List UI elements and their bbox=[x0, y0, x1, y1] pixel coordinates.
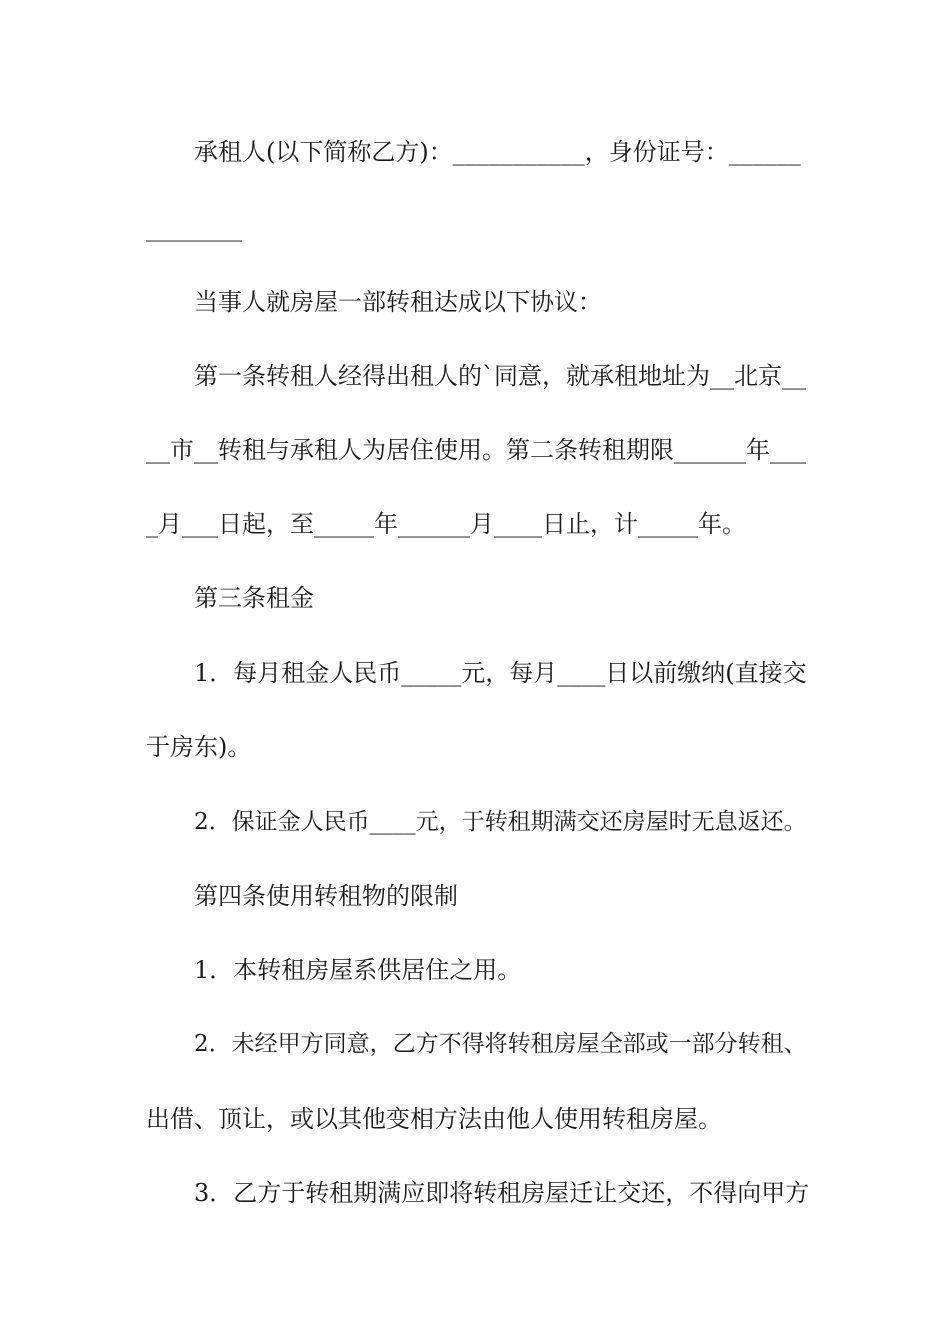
tenant-line: 承租人(以下简称乙方)：___________，身份证号：______ bbox=[194, 138, 801, 166]
article-4-heading: 第四条使用转租物的限制 bbox=[194, 882, 458, 910]
deposit-clause: 2．保证金人民币____元，于转租期满交还房屋时无息返还。 bbox=[194, 809, 807, 835]
id-number-continuation: ________ bbox=[146, 214, 242, 242]
rent-clause-line-1: 1．每月租金人民币_____元，每月____日以前缴纳(直接交 bbox=[194, 659, 807, 687]
usage-clause-2-line-2: 出借、顶让，或以其他变相方法由他人使用转租房屋。 bbox=[146, 1105, 722, 1133]
rent-clause-line-2: 于房东)。 bbox=[146, 733, 252, 761]
usage-clause-2-line-1: 2．未经甲方同意，乙方不得将转租房屋全部或一部分转租、 bbox=[194, 1031, 807, 1057]
usage-clause-3: 3．乙方于转租期满应即将转租房屋迁让交还，不得向甲方 bbox=[194, 1179, 810, 1207]
article-2-line: _月___日起，至_____年______月____日止，计_____年。 bbox=[146, 510, 746, 538]
article-1-line-2: __市__转租与承租人为居住使用。第二条转租期限______年___ bbox=[146, 436, 806, 464]
article-1-line-1: 第一条转租人经得出租人的`同意，就承租地址为__北京__ bbox=[194, 362, 806, 390]
usage-clause-1: 1．本转租房屋系供居住之用。 bbox=[194, 956, 522, 984]
agreement-intro: 当事人就房屋一部转租达成以下协议： bbox=[194, 288, 602, 316]
article-3-heading: 第三条租金 bbox=[194, 584, 314, 612]
